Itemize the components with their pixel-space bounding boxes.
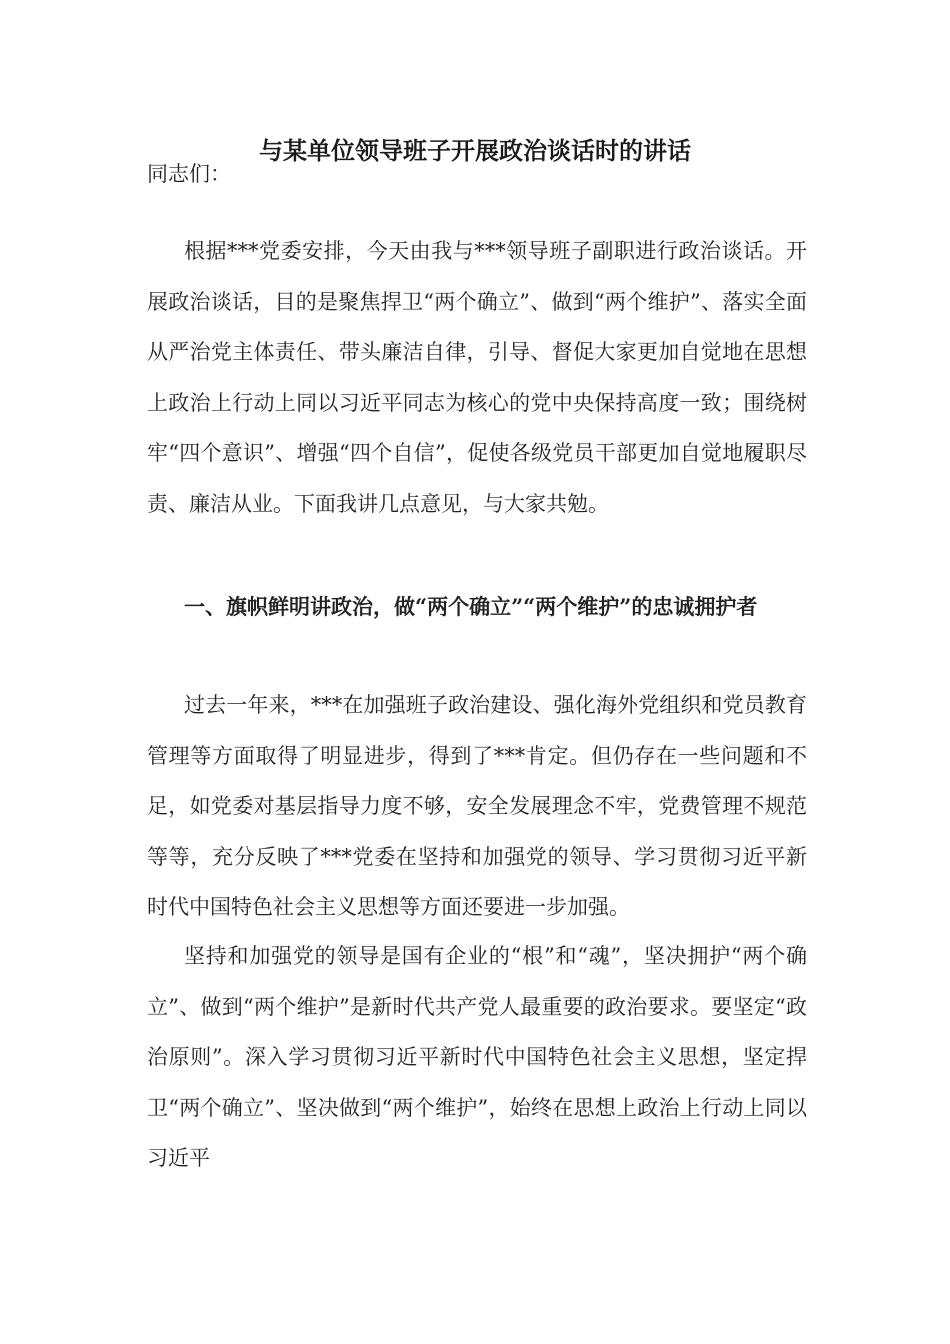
paragraph-review: 过去一年来，***在加强班子政治建设、强化海外党组织和党员教育管理等方面取得了明显进步，得到了***肯定。但仍存在一些问题和不足，如党委对基层指导力度不够，安全发展理念不牢，党费管理不规范等等，充分反映了***党委在坚持和加强党的领导、学习贯彻习近平新时代中国特色社会主义思想等方面还要进一步加强。 — [147, 693, 807, 919]
document-title: 与某单位领导班子开展政治谈话时的讲话 — [259, 136, 691, 165]
paragraph-intro: 根据***党委安排，今天由我与***领导班子副职进行政治谈话。开展政治谈话，目的是聚焦捍卫“两个确立”、做到“两个维护”、落实全面从严治党主体责任、带头廉洁自律，引导、督促大家更加自觉地在思想上政治上行动上同以习近平同志为核心的党中央保持高度一致；围绕树牢“四个意识”、增强“四个自信”，促使各级党员干部更加自觉地履职尽责、廉洁从业。下面我讲几点意见，与大家共勉。 — [147, 239, 807, 516]
salutation: 同志们： — [147, 162, 231, 186]
section-heading-1: 一、旗帜鲜明讲政治，做“两个确立”“两个维护”的忠诚拥护者 — [184, 594, 758, 619]
paragraph-requirements: 坚持和加强党的领导是国有企业的“根”和“魂”，坚决拥护“两个确立”、做到“两个维护”是新时代共产党人最重要的政治要求。要坚定“政治原则”。深入学习贯彻习近平新时代中国特色社会主义思想，坚定捍卫“两个确立”、坚决做到“两个维护”，始终在思想上政治上行动上同以习近平 — [147, 944, 807, 1170]
